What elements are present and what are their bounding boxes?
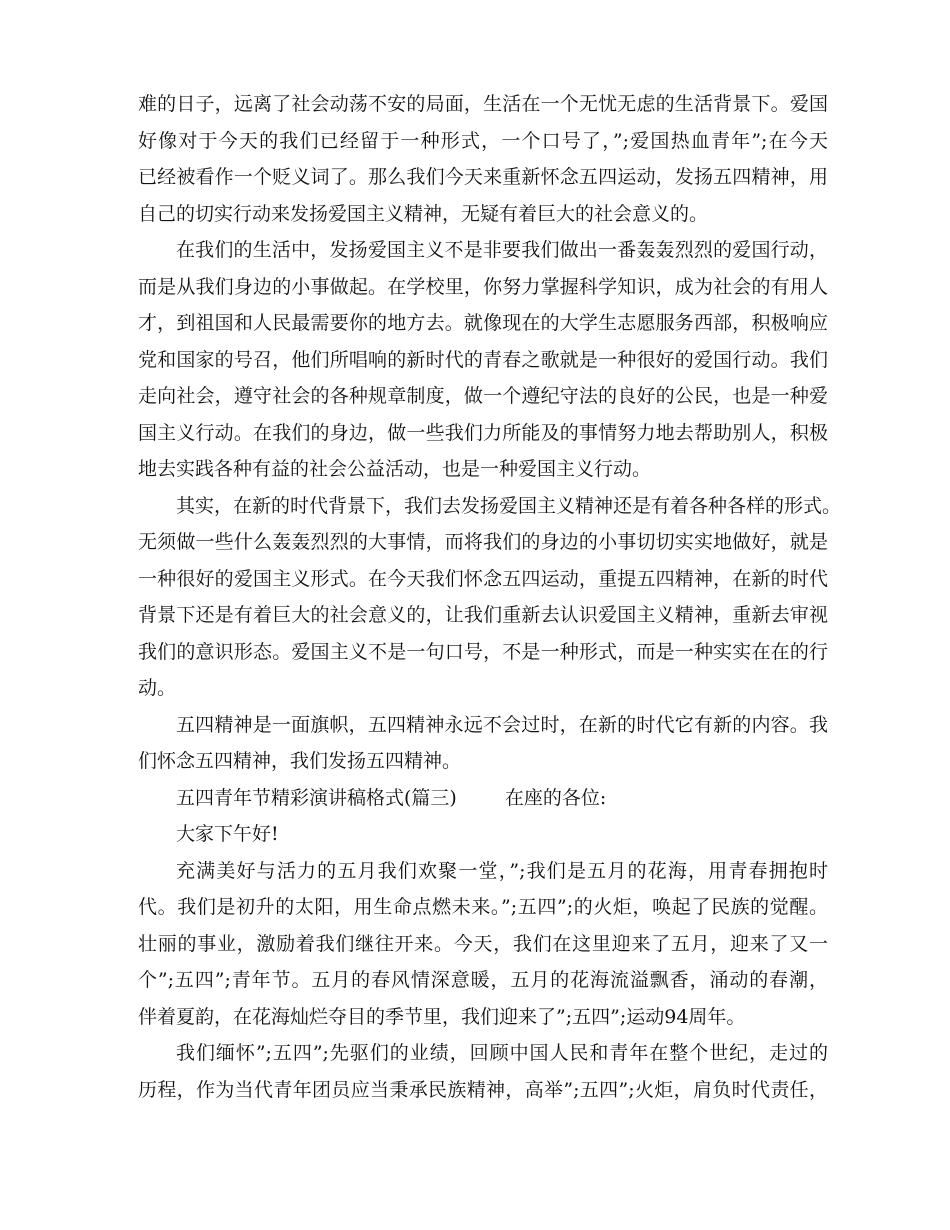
text-line: 动。 [138, 677, 177, 699]
document-body [138, 86, 842, 1108]
text-line: 在我们的生活中，发扬爱国主义不是非要我们做出一番轰轰烈烈的爱国行动， [176, 239, 828, 261]
text-line: 历程，作为当代青年团员应当秉承民族精神，高举”;五四”;火炬，肩负时代责任， [138, 1078, 828, 1101]
text-line: 代。我们是初升的太阳，用生命点燃未来。”;五四”;的火炬，唤起了民族的觉醒。 [138, 896, 828, 918]
text-line: 无须做一些什么轰轰烈烈的大事情，而将我们的身边的小事切切实实地做好，就是 [138, 531, 828, 553]
text-line: 我们的意识形态。爱国主义不是一句口号，不是一种形式，而是一种实实在在的行 [138, 640, 828, 663]
text-line: 壮丽的事业，激励着我们继往开来。今天，我们在这里迎来了五月，迎来了又一 [138, 932, 828, 955]
text-line: 自己的切实行动来发扬爱国主义精神，无疑有着巨大的社会意义的。 [138, 202, 709, 225]
section-heading-line [138, 780, 828, 817]
text-line: 其实，在新的时代背景下，我们去发扬爱国主义精神还是有着各种各样的形式。 [176, 494, 842, 517]
text-line: 五四精神是一面旗帜，五四精神永远不会过时，在新的时代它有新的内容。我 [176, 713, 828, 736]
text-line: 一种很好的爱国主义形式。在今天我们怀念五四运动，重提五四精神，在新的时代 [138, 567, 828, 590]
text-line: 充满美好与活力的五月我们欢聚一堂，”;我们是五月的花海，用青春拥抱时 [176, 859, 828, 882]
text-line: 我们缅怀”;五四”;先驱们的业绩，回顾中国人民和青年在整个世纪，走过的 [176, 1042, 828, 1064]
text-line: 党和国家的号召，他们所唱响的新时代的青春之歌就是一种很好的爱国行动。我们 [138, 348, 828, 371]
text-line: 们怀念五四精神，我们发扬五四精神。 [138, 750, 462, 772]
section-title: 五四青年节精彩演讲稿格式(篇三) [176, 786, 457, 809]
text-line: 地去实践各种有益的社会公益活动，也是一种爱国主义行动。 [138, 458, 652, 480]
text-line: 才，到祖国和人民最需要你的地方去。就像现在的大学生志愿服务西部，积极响应 [138, 312, 828, 334]
text-line: 好像对于今天的我们已经留于一种形式，一个口号了，”;爱国热血青年”;在今天 [138, 129, 828, 152]
text-line: 国主义行动。在我们的身边，做一些我们力所能及的事情努力地去帮助别人，积极 [138, 421, 828, 444]
text-line: 已经被看作一个贬义词了。那么我们今天来重新怀念五四运动，发扬五四精神，用 [138, 166, 828, 188]
text-line: 背景下还是有着巨大的社会意义的，让我们重新去认识爱国主义精神，重新去审视 [138, 604, 828, 626]
greeting: 在座的各位: [504, 786, 607, 809]
text-line: 难的日子，远离了社会动荡不安的局面，生活在一个无忧无虑的生活背景下。爱国 [138, 93, 828, 115]
text-line: 个”;五四”;青年节。五月的春风情深意暖，五月的花海流溢飘香，涌动的春潮， [138, 969, 828, 991]
text-line: 大家下午好! [176, 823, 279, 845]
text-line: 伴着夏韵，在花海灿烂夺目的季节里，我们迎来了”;五四”;运动94周年。 [138, 1005, 746, 1028]
text-line: 而是从我们身边的小事做起。在学校里，你努力掌握科学知识，成为社会的有用人 [138, 275, 828, 298]
text-line: 走向社会，遵守社会的各种规章制度，做一个遵纪守法的良好的公民，也是一种爱 [138, 385, 828, 407]
